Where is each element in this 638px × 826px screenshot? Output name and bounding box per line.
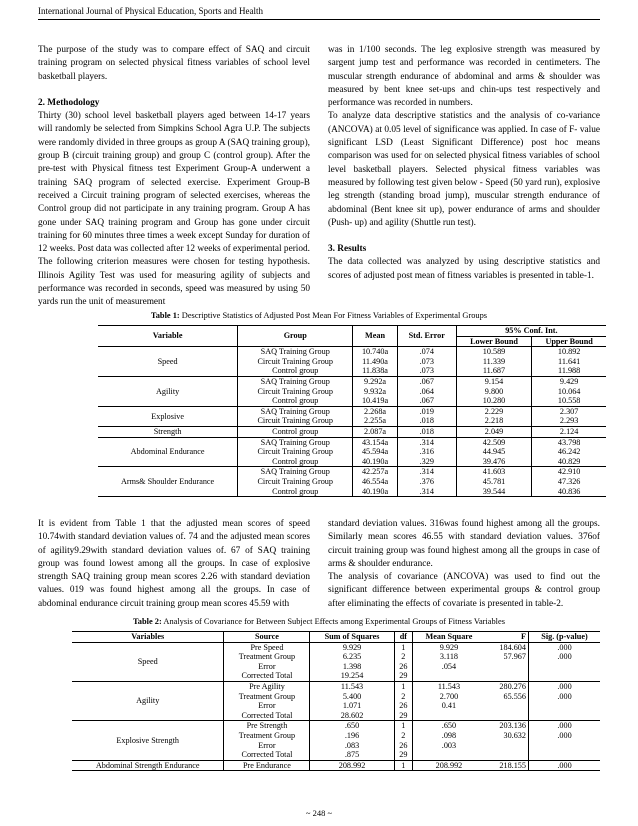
t1-lb-cell-value: 2.049 [484,426,504,436]
t1-mean-cell-value: 2.255a [363,416,387,426]
t1-mean-cell-value: 2.087a [363,426,387,436]
t2-ss-cell-value: 1.071 [342,701,362,711]
t1-ub-cell [532,426,606,437]
t1-mean-cell-value: 40.190a [361,456,389,466]
t1-ub-cell [532,467,606,497]
t1-mean-cell-value: 10.419a [361,396,389,406]
t2-ms-cell-value: 11.543 [437,681,461,691]
t1-ub-cell-value: 10.558 [557,396,581,406]
t2-ss-cell-value: 28.602 [340,710,364,720]
t1-ub-cell-value: 11.641 [558,356,581,366]
results-paragraph: The data collected was analyzed by using descriptive statistics and scores of adjusted post mean of fitness variables is presented in table-1. [328,257,600,281]
table1-caption-text: Descriptive Statistics of Adjusted Post Mean For Fitness Variables of Experimental Groups [181,311,488,320]
t2-ss-cell-value: 208.992 [338,760,366,770]
t1-group-cell-value: Control group [272,486,319,496]
t2-ms-cell-value: 0.41 [441,701,457,711]
header-rule [38,19,600,20]
t1-group-cell-value: Circuit Training Group [257,447,333,457]
t1-header-mean: Mean [353,326,398,347]
t2-ss-cell-value: 1.398 [342,661,362,671]
t2-header-sig: Sig. (p-value) [528,632,600,643]
t2-df-cell-value: 29 [399,710,408,720]
t2-ms-cell-value: .650 [441,721,457,731]
t1-ub-cell-value: 11.988 [558,366,581,376]
methodology-paragraph: Thirty (30) school level basketball players aged between 14-17 years will randomly be selected from Simpkins School Agra U.P. The subjects were randomly divided in three groups as group A (SAQ training group), group B (circuit training group) and group C (control group). After the pre-test with Physical fitness test Experiment Group-A underwent a training SAQ program of selected exercise. Experiment Group-B received a Circuit training program of selected exercises, whereas the Control group did not participate in any training program. Group A has gone under SAQ training program and Group has gone under circuit training for 60 minutes three times a week except Sunday for duration of 12 weeks. Post data was collected after 12 weeks of experimental period. The following criterion measures were chosen for testing hypothesis. Illinois Agility Test was used for measuring agility of subjects and performance was recorded in seconds, speed was measured by using 50 yards run the unit of measurement [38,111,310,308]
t2-source-cell-value: Pre Endurance [242,760,291,770]
journal-header: International Journal of Physical Education, Sports and Health [38,6,263,16]
t1-group-cell-value: SAQ Training Group [260,406,330,416]
t1-header-ub: Upper Bound [532,336,606,347]
t2-source-cell [224,642,310,681]
t2-df-cell-value: 29 [399,750,408,760]
t2-ms-cell-value: 9.929 [439,642,459,652]
t2-sig-cell-value: .000 [557,760,572,770]
t1-mean-cell-value: 9.292a [363,376,387,386]
t1-mean-cell-value: 10.740a [361,347,389,357]
t1-se-cell [397,376,456,406]
t2-ss-cell-value: 9.929 [342,642,362,652]
t2-ms-cell [413,681,485,720]
t1-ub-cell-value: 42.910 [557,467,581,477]
t2-ss-cell-value: 5.400 [342,691,362,701]
t2-header-f: F [485,632,529,643]
t2-ss-cell-value: .650 [344,721,360,731]
t2-sig-cell [528,760,600,771]
table2-caption-label: Table 2: [132,617,162,626]
t2-f-cell [485,642,529,681]
table-row [98,406,606,426]
methodology-heading: 2. Methodology [38,97,100,108]
t1-lb-cell-value: 10.280 [482,396,506,406]
t1-group-cell [238,376,353,406]
t2-ss-cell-value: .875 [344,750,360,760]
table1 [98,325,606,497]
t1-mean-cell-value: 2.268a [363,406,387,416]
t2-source-cell-value: Error [258,740,276,750]
t1-se-cell-value: .376 [419,476,434,486]
t2-df-cell-value: 1 [401,721,406,731]
t1-variable-cell: Agility [98,376,238,406]
t1-mean-cell [353,406,398,426]
t2-sig-cell-value: .000 [557,730,572,740]
t1-header-variable: Variable [98,326,238,347]
t1-se-cell-value: .314 [419,437,434,447]
t2-header-df: df [394,632,413,643]
discussion-paragraph-1: It is evident from Table 1 that the adjusted mean scores of speed 10.74with standard deviation values of. 74 and the adjusted mean scores of agility9.29with standard deviation values of. 67 of SAQ training group was found lowest among all the groups. In case of explosive strength SAQ training group mean scores 2.26 with standard deviation values. 019 was found highest among all the groups. In case of abdominal endurance circuit training group mean scores 45.59 with [38,519,310,609]
t2-source-cell-value: Pre Speed [250,642,284,652]
t2-variable-cell: Speed [72,642,224,681]
page-number: ~ 248 ~ [305,808,333,818]
right-column-middle [328,518,600,611]
t2-source-cell-value: Error [258,661,276,671]
t2-ss-cell [310,642,394,681]
t1-ub-cell-value: 9.429 [559,376,579,386]
t1-lb-cell-value: 44.945 [482,447,506,457]
t2-ss-cell [310,721,394,760]
left-column-middle [38,518,310,611]
t1-header-group: Group [238,326,353,347]
ancova-paragraph: The analysis of covariance (ANCOVA) was used to find out the significant difference between experimental groups & control group after eliminating the effects of covariate is presented in table-2. [328,572,600,609]
t1-ub-cell [532,347,606,377]
t1-group-cell [238,467,353,497]
t2-df-cell-value: 2 [401,691,406,701]
t1-mean-cell-value: 11.838a [362,366,388,376]
t2-source-cell-value: Error [258,701,276,711]
t1-ub-cell [532,406,606,426]
t2-source-cell-value: Treatment Group [238,652,296,662]
t2-ss-cell-value: 19.254 [340,671,364,681]
t1-ub-cell-value: 2.307 [559,406,579,416]
t1-se-cell [397,437,456,467]
table-row [98,467,606,497]
t1-lb-cell [456,406,532,426]
t2-ss-cell [310,760,394,771]
t1-header-lb: Lower Bound [456,336,532,347]
t1-mean-cell-value: 46.554a [361,476,389,486]
t1-lb-cell-value: 45.781 [482,476,506,486]
t2-ms-cell-value: .098 [441,730,457,740]
t2-sig-cell [528,642,600,681]
table2-caption [0,617,638,626]
t1-lb-cell [456,467,532,497]
t2-ms-cell-value: 3.118 [439,652,459,662]
t2-sig-cell-value: .000 [557,642,572,652]
t2-header-variables: Variables [72,632,224,643]
table-row [98,426,606,437]
t2-sig-cell [528,721,600,760]
t2-df-cell-value: 1 [401,681,406,691]
t2-source-cell [224,721,310,760]
t2-sig-cell-value: .000 [557,652,572,662]
results-heading: 3. Results [328,244,367,255]
t2-header-source: Source [224,632,310,643]
t1-se-cell [397,406,456,426]
t1-lb-cell-value: 9.800 [484,386,504,396]
t1-group-cell-value: Control group [272,396,319,406]
t2-variable-cell: Explosive Strength [72,721,224,760]
t2-f-cell-value: 184.604 [499,642,526,652]
analysis-paragraph: To analyze data descriptive statistics and the analysis of co-variance (ANCOVA) at 0.05 level of significance was applied. In case of F- value significant LSD (Least Significant Difference) post hoc means comparison was used for on selected physical fitness variables of school level basketball players. Selected physical fitness variables was measured by following test given below - Speed (50 yard run), explosive leg strength (standing broad jump), muscular strength endurance of abdominal (Bent knee sit up), power endurance of arms and shoulder (Push- up) and agility (Shuttle run test). [328,111,600,228]
t2-f-cell-value: 280.276 [499,681,526,691]
t2-f-cell [485,721,529,760]
t1-lb-cell [456,376,532,406]
t2-df-cell [394,681,413,720]
t1-group-cell-value: Control group [272,366,319,376]
table-row [98,376,606,406]
t2-ms-cell [413,760,485,771]
table2 [72,631,600,771]
t2-df-cell-value: 2 [401,652,406,662]
t2-header-ms: Mean Square [413,632,485,643]
t2-df-cell [394,721,413,760]
t1-variable-cell: Strength [98,426,238,437]
right-column-top [328,44,600,283]
t2-source-cell-value: Treatment Group [238,730,296,740]
t2-ms-cell-value: .003 [441,740,457,750]
table1-caption [0,311,638,320]
t1-se-cell [397,347,456,377]
t1-mean-cell [353,376,398,406]
t1-ub-cell-value: 47.326 [557,476,581,486]
t2-sig-cell [528,681,600,720]
t1-mean-cell [353,467,398,497]
t2-source-cell-value: Treatment Group [238,691,296,701]
t1-group-cell [238,406,353,426]
intro-paragraph: The purpose of the study was to compare effect of SAQ and circuit training program on selected physical fitness variables of school level basketball players. [38,45,310,82]
t1-mean-cell-value: 43.154a [361,437,389,447]
t1-se-cell-value: .316 [419,447,434,457]
left-column-top [38,44,310,310]
t1-se-cell [397,426,456,437]
t2-f-cell [485,681,529,720]
t2-ss-cell [310,681,394,720]
t1-ub-cell-value: 46.242 [557,447,581,457]
t1-group-cell-value: SAQ Training Group [260,347,330,357]
t1-group-cell-value: Circuit Training Group [257,416,333,426]
table2-caption-text: Analysis of Covariance for Between Subject Effects among Experimental Groups of Fitness Variables [163,617,505,626]
t1-ub-cell-value: 40.836 [557,486,581,496]
t2-ms-cell-value: 208.992 [435,760,463,770]
t2-ss-cell-value: 6.235 [342,652,362,662]
t1-ub-cell-value: 2.124 [559,426,579,436]
t2-sig-cell-value: .000 [557,721,572,731]
t1-lb-cell-value: 42.509 [482,437,506,447]
t1-se-cell-value: .073 [419,356,434,366]
t1-se-cell-value: .067 [419,376,434,386]
t1-variable-cell: Arms& Shoulder Endurance [98,467,238,497]
t2-source-cell [224,760,310,771]
t2-f-cell [485,760,529,771]
t1-group-cell [238,347,353,377]
t1-ub-cell [532,437,606,467]
t2-ms-cell-value: 2.700 [439,691,459,701]
t2-source-cell-value: Corrected Total [241,671,293,681]
table1-caption-label: Table 1: [150,311,180,320]
t1-lb-cell [456,426,532,437]
t1-group-cell-value: SAQ Training Group [260,467,330,477]
t1-group-cell-value: SAQ Training Group [260,376,330,386]
measurement-paragraph: was in 1/100 seconds. The leg explosive strength was measured by sargent jump test and performance was recorded in centimeters. The muscular strength endurance of abdominal and arms & shoulder was measured by bent knee set-ups and chin-ups test respectively and performance was recorded in numbers. [328,45,600,109]
t1-mean-cell-value: 40.190a [361,486,389,496]
t2-source-cell-value: Pre Strength [246,721,288,731]
t1-group-cell-value: SAQ Training Group [260,437,330,447]
t2-f-cell-value: 203.136 [499,721,526,731]
t2-variable-cell: Abdominal Strength Endurance [72,760,224,771]
t2-df-cell-value: 1 [401,642,406,652]
t2-f-cell-value: 57.967 [503,652,526,662]
t2-ms-cell-value: .054 [441,661,457,671]
t1-lb-cell-value: 39.544 [482,486,506,496]
t1-lb-cell-value: 39.476 [482,456,506,466]
t2-df-cell-value: 26 [399,661,408,671]
t2-f-cell-value: 218.155 [499,760,526,770]
t1-mean-cell [353,437,398,467]
t2-source-cell-value: Corrected Total [241,750,293,760]
t1-se-cell-value: .314 [419,486,434,496]
t1-se-cell-value: .064 [419,386,434,396]
t1-lb-cell [456,347,532,377]
t1-group-cell-value: Control group [272,456,319,466]
t1-mean-cell [353,426,398,437]
table-row [72,760,600,771]
t1-lb-cell-value: 41.603 [482,467,506,477]
t2-ms-cell [413,721,485,760]
t1-group-cell-value: Circuit Training Group [257,386,333,396]
t2-sig-cell-value: .000 [557,681,572,691]
t1-se-cell-value: .018 [419,426,434,436]
t2-ss-cell-value: 11.543 [340,681,364,691]
t1-ub-cell-value: 40.829 [557,456,581,466]
t2-variable-cell: Agility [72,681,224,720]
t1-ub-cell-value: 43.798 [557,437,581,447]
t1-mean-cell-value: 42.257a [361,467,389,477]
t2-df-cell-value: 2 [401,730,406,740]
t1-lb-cell-value: 2.218 [484,416,504,426]
t1-se-cell-value: .019 [419,406,434,416]
table-row [72,642,600,681]
table-row [98,347,606,377]
t1-group-cell [238,437,353,467]
t1-group-cell-value: Control group [272,426,319,436]
table-row [72,681,600,720]
t1-header-ci: 95% Conf. Int. [456,326,606,337]
t2-sig-cell-value: .000 [557,691,572,701]
t1-lb-cell-value: 11.687 [482,366,506,376]
t1-variable-cell: Abdominal Endurance [98,437,238,467]
t2-ms-cell [413,642,485,681]
table-row [98,437,606,467]
t1-ub-cell [532,376,606,406]
t2-df-cell-value: 1 [401,760,406,770]
t1-se-cell-value: .073 [419,366,434,376]
t1-mean-cell-value: 45.594a [361,447,389,457]
t2-source-cell-value: Pre Agility [249,681,285,691]
t1-variable-cell: Explosive [98,406,238,426]
t1-se-cell-value: .074 [419,347,434,357]
t2-ss-cell-value: .196 [344,730,360,740]
t1-se-cell-value: .314 [419,467,434,477]
t1-mean-cell [353,347,398,377]
t2-ss-cell-value: .083 [344,740,360,750]
t2-source-cell-value: Corrected Total [241,710,293,720]
table-row [72,721,600,760]
t2-source-cell [224,681,310,720]
t2-df-cell [394,642,413,681]
t2-df-cell-value: 26 [399,740,408,750]
t1-lb-cell-value: 9.154 [484,376,504,386]
t1-lb-cell-value: 10.589 [482,347,506,357]
t1-lb-cell [456,437,532,467]
t1-se-cell [397,467,456,497]
t1-group-cell-value: Circuit Training Group [257,356,333,366]
t1-lb-cell-value: 2.229 [484,406,504,416]
t2-header-ss: Sum of Squares [310,632,394,643]
t1-group-cell [238,426,353,437]
t2-df-cell-value: 26 [399,701,408,711]
t2-f-cell-value: 30.632 [503,730,526,740]
t1-se-cell-value: .018 [419,416,434,426]
t1-se-cell-value: .067 [419,396,434,406]
t1-header-se: Std. Error [397,326,456,347]
t1-variable-cell: Speed [98,347,238,377]
t1-ub-cell-value: 2.293 [559,416,579,426]
discussion-paragraph-2: standard deviation values. 316was found highest among all the groups. Similarly mean scores 46.55 with standard deviation values. 376of circuit training group was found highest among all the groups in case of arms & shoulder endurance. [328,519,600,569]
t1-se-cell-value: .329 [419,456,434,466]
t2-f-cell-value: 65.556 [503,691,526,701]
t1-group-cell-value: Circuit Training Group [257,476,333,486]
t1-lb-cell-value: 11.339 [482,356,506,366]
t1-ub-cell-value: 10.064 [557,386,581,396]
t1-mean-cell-value: 9.932a [363,386,387,396]
t2-df-cell-value: 29 [399,671,408,681]
t1-ub-cell-value: 10.892 [557,347,581,357]
t1-mean-cell-value: 11.490a [362,356,388,366]
t2-df-cell [394,760,413,771]
